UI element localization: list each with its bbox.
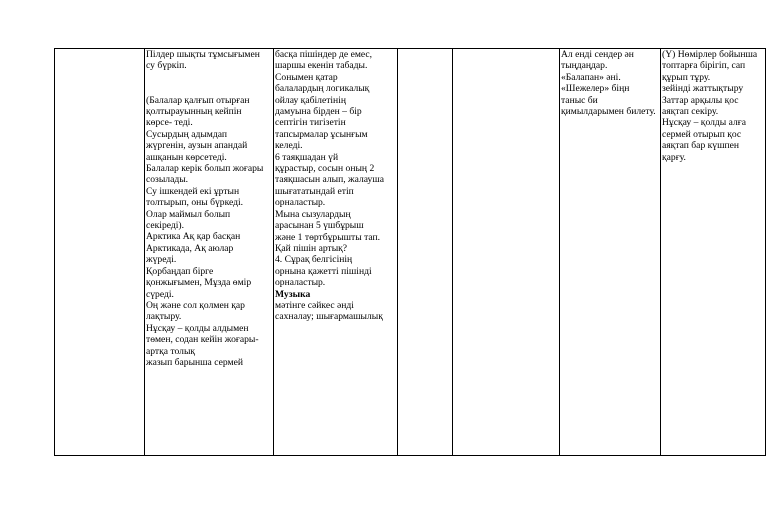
text-line: аяқтап секіру.	[662, 106, 719, 118]
text-line: балалардың логикалық	[275, 83, 370, 95]
text-line: таяқшасын алып, жалауша	[275, 174, 385, 186]
text-line: Нұсқау – қолды алдымен	[146, 322, 249, 334]
text-line: жазып барынша сермей	[146, 356, 243, 368]
text-line: жүреді.	[146, 254, 177, 266]
text-line: 6 таяқшадан үй	[275, 151, 339, 163]
text-line: Пілдер шықты тұмсығымен	[146, 49, 260, 60]
text-line: Олар маймыл болып	[146, 208, 231, 220]
text-line: дамуына бірден – бір	[275, 106, 362, 118]
text-line: ойлау қабілетінің	[275, 94, 346, 106]
text-line: Музыка	[275, 288, 311, 300]
text-line: келеді.	[275, 140, 303, 152]
text-line: Нұсқау – қолды алға	[662, 117, 746, 129]
table-row	[55, 49, 766, 456]
column-empty-2	[398, 49, 453, 456]
column-exercises	[661, 49, 766, 456]
text-line: зейінді жаттықтыру	[662, 83, 744, 95]
text-line: қарғу.	[662, 151, 686, 163]
text-line: төмен, содан кейін жоғары-	[146, 334, 259, 346]
text-line: қолтырауынның кейпін	[146, 106, 242, 117]
text-line: Балалар керік болып жоғары	[146, 163, 264, 175]
text-line: (Балалар қалғып отырған	[146, 94, 250, 106]
text-line: 4. Сұрақ белгісінің	[275, 254, 353, 266]
text-line: орналастыр.	[275, 277, 326, 289]
text-line: шаршы екенін табады.	[275, 60, 368, 72]
text-line: тапсырмалар ұсынғым	[275, 128, 368, 140]
column-song-dance	[560, 49, 661, 456]
text-line: толтырып, оны бүркеді.	[146, 197, 244, 209]
text-line: орналастыр.	[275, 197, 326, 209]
text-line: орнына қажетті пішінді	[275, 265, 372, 277]
text-line: Сонымен қатар	[275, 71, 338, 83]
text-line: сүреді.	[146, 288, 174, 300]
text-line: артқа толық	[146, 345, 196, 357]
text-line: шығататындай етіп	[275, 185, 354, 197]
text-line: Қорбаңдап бірге	[146, 265, 214, 277]
text-line: қонжығымен, Мұзда өмір	[146, 277, 252, 289]
text-line: көрсе- теді.	[146, 117, 193, 129]
lesson-plan-table	[54, 48, 766, 456]
text-line: басқа пішіндер де емес,	[275, 49, 373, 60]
text-line: құрып тұру.	[662, 71, 711, 83]
text-line: созылады.	[146, 174, 189, 186]
text-line: топтарға бірігіп, сап	[662, 60, 746, 72]
text-line	[146, 83, 272, 94]
text-line: секіреді).	[146, 220, 185, 232]
text-line: қимылдарымен билету.	[561, 106, 656, 118]
text-line: құрастыр, сосын оның 2	[275, 163, 375, 175]
text-line: Оң және сол қолмен қар	[146, 299, 245, 311]
text-line: сермей отырып қос	[662, 128, 742, 140]
text-line: Заттар арқылы қос	[662, 94, 739, 106]
column-math-music	[274, 49, 398, 456]
column-empty-1	[55, 49, 145, 456]
text-line: Сусырдың адымдап	[146, 128, 227, 140]
text-line: (Ү) Нөмірлер бойынша	[662, 49, 758, 60]
text-line: Қай пішін артық?	[275, 242, 348, 254]
text-line: Су ішкендей екі ұртын	[146, 185, 240, 197]
text-line: жүргенін, аузын апандай	[146, 140, 248, 152]
text-line: «Балапан» әні.	[561, 71, 621, 83]
text-line: Ал енді сендер ән	[561, 49, 634, 60]
text-line: ашқанын көрсетеді.	[146, 151, 227, 163]
text-line: лақтыру.	[146, 311, 182, 323]
text-line: «Шежелер» біңн	[561, 83, 630, 95]
text-line	[146, 72, 272, 83]
text-line: сахналау; шығармашылық	[275, 311, 383, 323]
text-line: септігін тигізетін	[275, 117, 346, 129]
text-line: су бүркіп.	[146, 60, 187, 72]
column-empty-3	[453, 49, 560, 456]
text-line: Арктикада, Ақ аюлар	[146, 242, 234, 254]
text-line: аяқтап бар күшпен	[662, 140, 740, 152]
text-line: Мына сызулардың	[275, 208, 351, 220]
text-line: таныс би	[561, 94, 598, 106]
text-line: Арктика Ақ қар басқан	[146, 231, 241, 243]
column-physical-activity	[145, 49, 274, 456]
text-line: және 1 төртбұрышты тап.	[275, 231, 381, 243]
text-line: тыңдаңдар.	[561, 60, 608, 72]
text-line: мәтінге сәйкес әнді	[275, 299, 354, 311]
text-line: арасынан 5 үшбұрыш	[275, 220, 364, 232]
